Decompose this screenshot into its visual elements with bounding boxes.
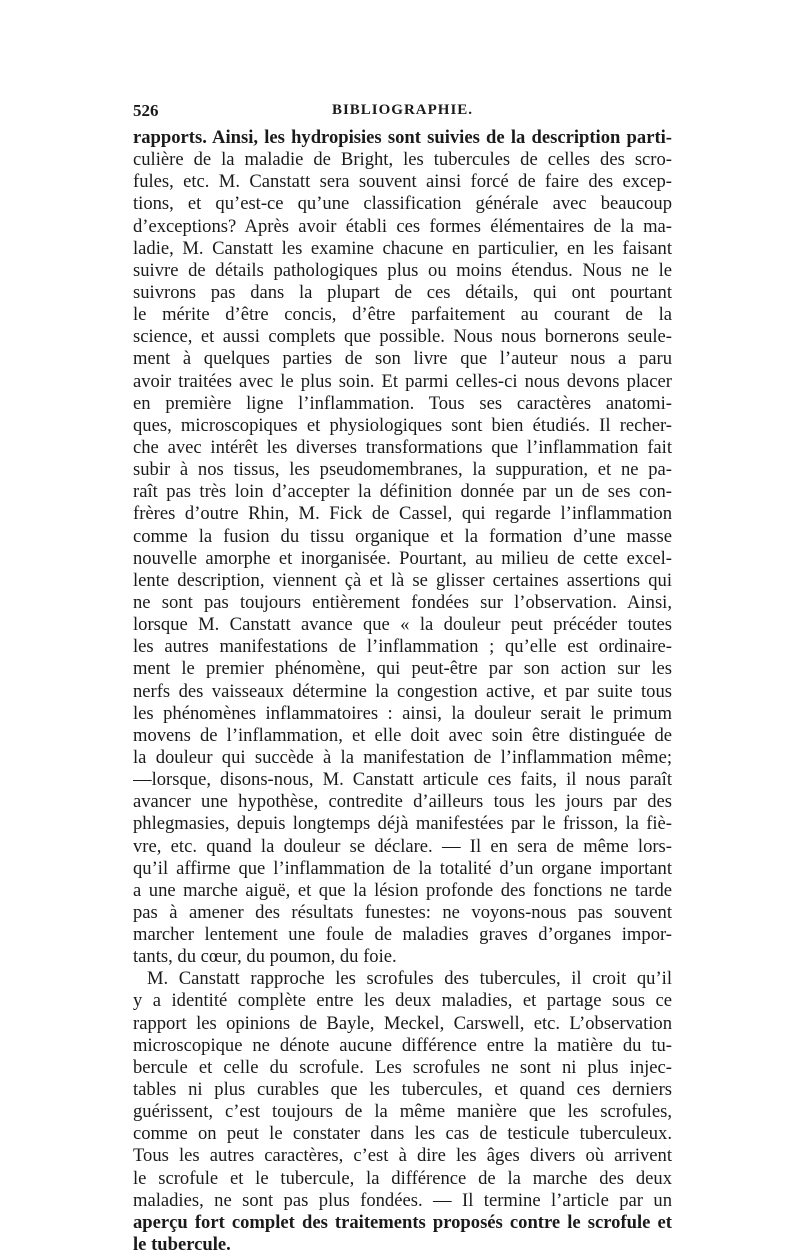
text-line: tions, et qu’est-ce qu’une classification générale avec beaucoup — [133, 193, 672, 215]
text-line: a une marche aiguë, et que la lésion profonde des fonctions ne tarde — [133, 879, 672, 901]
text-line: phlegmasies, depuis longtemps déjà manifestées par le frisson, la fiè- — [133, 813, 672, 835]
text-line: suivre de détails pathologiques plus ou moins étendus. Nous ne le — [133, 259, 672, 281]
text-line: —lorsque, disons-nous, M. Canstatt articule ces faits, il nous paraît — [133, 769, 672, 791]
text-line: raît pas très loin d’accepter la définition donnée par un de ses con- — [133, 481, 672, 503]
text-line: le tubercule. — [133, 1234, 231, 1256]
text-line: comme la fusion du tissu organique et la formation d’une masse — [133, 525, 672, 547]
page-number: 526 — [133, 101, 159, 120]
text-line: maladies, ne sont pas plus fondées. — Il termine l’article par un — [133, 1189, 672, 1211]
text-line: tables ni plus curables que les tubercules, et quand ces derniers — [133, 1079, 672, 1101]
text-line: lente description, viennent çà et là se glisser certaines assertions qui — [133, 569, 672, 591]
text-line: rapport les opinions de Bayle, Meckel, Carswell, etc. L’observation — [133, 1012, 672, 1034]
text-line: comme on peut le constater dans les cas de testicule tuberculeux. — [133, 1123, 672, 1145]
text-line: y a identité complète entre les deux maladies, et partage sous ce — [133, 990, 672, 1012]
text-line: ques, microscopiques et physiologiques sont bien étudiés. Il recher- — [133, 414, 672, 436]
text-line: suivrons pas dans la plupart de ces détails, qui ont pourtant — [133, 281, 672, 303]
text-line: movens de l’inflammation, et elle doit avec soin être distinguée de — [133, 724, 672, 746]
text-line: M. Canstatt rapproche les scrofules des tubercules, il croit qu’il — [147, 968, 672, 990]
text-line: nouvelle amorphe et inorganisée. Pourtant, au milieu de cette excel- — [133, 547, 672, 569]
text-line: avoir traitées avec le plus soin. Et parmi celles-ci nous devons placer — [133, 370, 672, 392]
text-line: culière de la maladie de Bright, les tubercules de celles des scro- — [133, 149, 672, 171]
text-line: la douleur qui succède à la manifestation de l’inflammation même; — [133, 746, 672, 768]
text-line: les autres manifestations de l’inflammation ; qu’elle est ordinaire- — [133, 636, 672, 658]
text-line: vre, etc. quand la douleur se déclare. — Il en sera de même lors- — [133, 835, 672, 857]
text-line: les phénomènes inflammatoires : ainsi, la douleur serait le primum — [133, 702, 672, 724]
text-line: subir à nos tissus, les pseudomembranes, la suppuration, et ne pa- — [133, 459, 672, 481]
text-line: ment le premier phénomène, qui peut-être par son action sur les — [133, 658, 672, 680]
text-line: marcher lentement une foule de maladies graves d’organes impor- — [133, 924, 672, 946]
text-line: bercule et celle du scrofule. Les scrofules ne sont ni plus injec- — [133, 1056, 672, 1078]
text-line: Tous les autres caractères, c’est à dire les âges divers où arrivent — [133, 1145, 672, 1167]
text-line: ment à quelques parties de son livre que l’auteur nous a paru — [133, 348, 672, 370]
text-line: tants, du cœur, du poumon, du foie. — [133, 946, 397, 968]
text-line: avancer une hypothèse, contredite d’ailleurs tous les jours par des — [133, 791, 672, 813]
text-line: aperçu fort complet des traitements proposés contre le scrofule et — [133, 1211, 672, 1233]
text-line: rapports. Ainsi, les hydropisies sont suivies de la description parti- — [133, 127, 672, 148]
page-header — [133, 101, 672, 121]
text-line: qu’il affirme que l’inflammation de la totalité d’un organe important — [133, 857, 672, 879]
text-line: lorsque M. Canstatt avance que « la douleur peut précéder toutes — [133, 614, 672, 636]
text-line: le mérite d’être concis, d’être parfaitement au courant de la — [133, 304, 672, 326]
text-line: che avec intérêt les diverses transformations que l’inflammation fait — [133, 436, 672, 458]
text-line: pas à amener des résultats funestes: ne voyons-nous pas souvent — [133, 901, 672, 923]
text-line: ladie, M. Canstatt les examine chacune en particulier, en les faisant — [133, 237, 672, 259]
text-line: science, et aussi complets que possible. Nous nous bornerons seule- — [133, 326, 672, 348]
text-line: frères d’outre Rhin, M. Fick de Cassel, qui regarde l’inflammation — [133, 503, 672, 525]
text-line: d’exceptions? Après avoir établi ces formes élémentaires de la ma- — [133, 215, 672, 237]
text-line: fules, etc. M. Canstatt sera souvent ainsi forcé de faire des excep- — [133, 171, 672, 193]
body-text — [133, 127, 672, 1256]
text-line: nerfs des vaisseaux détermine la congestion active, et par suite tous — [133, 680, 672, 702]
text-line: ne sont pas toujours entièrement fondées sur l’observation. Ainsi, — [133, 591, 672, 613]
text-line: microscopique ne dénote aucune différence entre la matière du tu- — [133, 1034, 672, 1056]
text-line: guérissent, c’est toujours de la même manière que les scrofules, — [133, 1101, 672, 1123]
running-head: BIBLIOGRAPHIE. — [331, 102, 474, 118]
text-line: le scrofule et le tubercule, la différence de la marche des deux — [133, 1167, 672, 1189]
text-line: en première ligne l’inflammation. Tous ses caractères anatomi- — [133, 392, 672, 414]
